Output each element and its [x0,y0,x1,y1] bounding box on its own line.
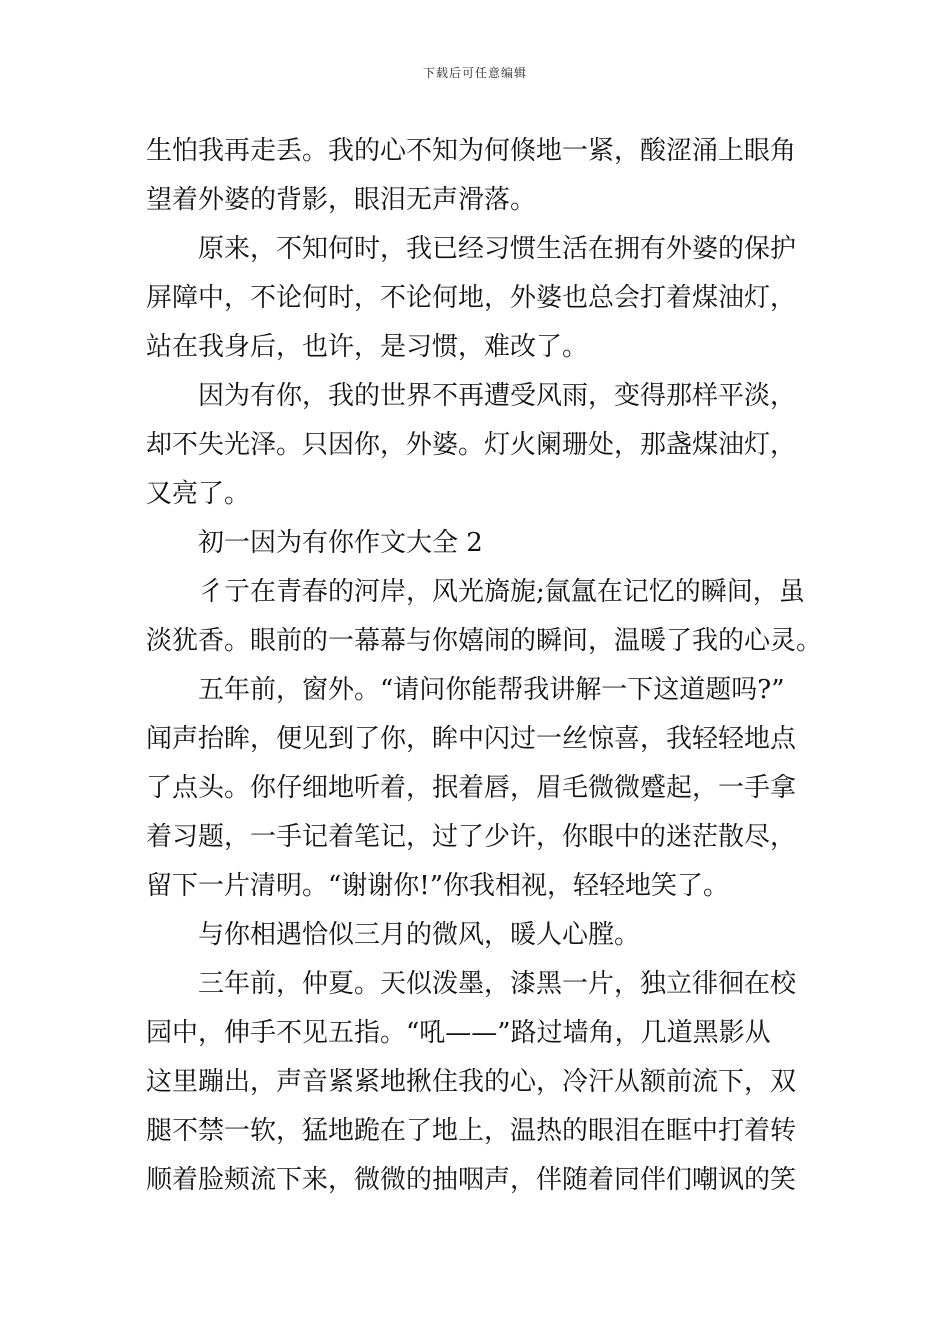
text-line-12: 五年前，窗外。“请问你能帮我讲解一下这道题吗?” [198,675,785,705]
text-line-6: 因为有你，我的世界不再遭受风雨，变得那样平淡， [198,381,797,411]
text-line-10: 彳亍在青春的河岸，风光旖旎;氤氲在记忆的瞬间，虽 [198,577,805,607]
text-line-21: 腿不禁一软，猛地跪在了地上，温热的眼泪在眶中打着转 [146,1116,797,1146]
text-line-18: 三年前，仲夏。天似泼墨，漆黑一片，独立徘徊在校 [198,969,797,999]
text-line-5: 站在我身后，也许，是习惯，难改了。 [146,332,589,362]
text-line-11: 淡犹香。眼前的一幕幕与你嬉闹的瞬间，温暖了我的心灵。 [146,626,823,656]
document-body [146,127,823,1205]
text-line-22: 顺着脸颊流下来，微微的抽咽声，伴随着同伴们嘲讽的笑 [146,1165,797,1195]
text-line-19: 园中，伸手不见五指。“吼——”路过墙角，几道黑影从 [146,1018,771,1048]
text-line-1: 生怕我再走丢。我的心不知为何倏地一紧，酸涩涌上眼角 [146,136,797,166]
text-line-17: 与你相遇恰似三月的微风，暖人心膛。 [198,920,641,950]
text-line-16: 留下一片清明。“谢谢你!”你我相视，轻轻地笑了。 [146,871,730,901]
text-line-14: 了点头。你仔细地听着，抿着唇，眉毛微微蹙起，一手拿 [146,773,797,803]
text-line-4: 屏障中，不论何时，不论何地，外婆也总会打着煤油灯， [146,283,797,313]
section-heading: 初一因为有你作文大全 2 [198,528,483,558]
text-line-2: 望着外婆的背影，眼泪无声滑落。 [146,185,537,215]
text-line-20: 这里蹦出，声音紧紧地揪住我的心，冷汗从额前流下，双 [146,1067,797,1097]
text-line-13: 闻声抬眸，便见到了你，眸中闪过一丝惊喜，我轻轻地点 [146,724,797,754]
text-line-3: 原来，不知何时，我已经习惯生活在拥有外婆的保护 [198,234,797,264]
text-line-15: 着习题，一手记着笔记，过了少许，你眼中的迷茫散尽， [146,822,797,852]
text-line-8: 又亮了。 [146,479,251,509]
text-line-7: 却不失光泽。只因你，外婆。灯火阑珊处，那盏煤油灯， [146,430,797,460]
page-header: 下载后可任意编辑 [422,66,527,80]
